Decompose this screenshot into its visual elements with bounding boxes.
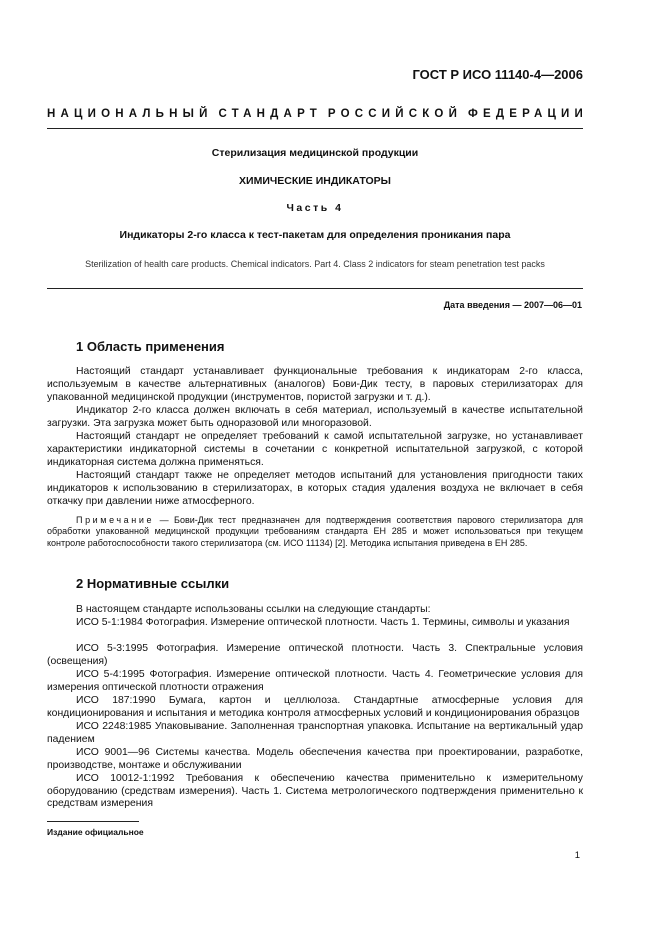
reference-item: ИСО 187:1990 Бумага, картон и целлюлоза. Стандартные атмосферные условия для кондиционирования и испытания и методика контроля атмосферных условий и кондиционирования образцов — [47, 695, 583, 719]
title-line-2: ХИМИЧЕСКИЕ ИНДИКАТОРЫ — [239, 175, 391, 187]
reference-item: ИСО 10012-1:1992 Требования к обеспечению качества применительно к измерительному оборудованию (средствам измерения). Часть 1. Система метрологического подтверждения применительно к средствам измерения — [47, 773, 583, 810]
title-line-1: Стерилизация медицинской продукции — [211, 147, 419, 159]
reference-item: ИСО 5-4:1995 Фотография. Измерение оптической плотности. Часть 4. Геометрические условия для измерения оптической плотности отражения — [47, 669, 583, 693]
english-title: Sterilization of health care products. Chemical indicators. Part 4. Class 2 indicators for steam penetration test packs — [85, 259, 545, 269]
document-number: ГОСТ Р ИСО 11140-4—2006 — [412, 67, 583, 82]
national-word: СТАНДАРТ — [218, 108, 323, 120]
edition-label: Издание официальное — [47, 827, 144, 837]
national-word: ФЕДЕРАЦИИ — [467, 108, 588, 120]
page-number: 1 — [574, 850, 580, 861]
reference-item: ИСО 9001—96 Системы качества. Модель обеспечения качества при проектировании, разработке, производстве, монтаже и обслуживании — [47, 747, 583, 771]
title-line-4: Индикаторы 2-го класса к тест-пакетам для определения проникания пара — [119, 229, 511, 241]
title-line-3: Часть 4 — [286, 202, 344, 214]
reference-item: ИСО 5-1:1984 Фотография. Измерение оптической плотности. Часть 1. Термины, символы и указания — [76, 617, 570, 628]
introduction-date: Дата введения — 2007—06—01 — [443, 300, 582, 310]
note-text: — Бови-Дик тест предназначен для подтверждения соответствия парового стерилизатора для обработки упакованной медицинской продукции требованиям стандарта ЕН 285 и может использоваться при текущем контроле работоспособности такого стерилизатора (см. ИСО 11134) [2]. Методика испытания приведена в ЕН 285. — [47, 515, 583, 548]
footer-divider — [47, 821, 139, 822]
section-1-paragraph: Настоящий стандарт устанавливает функциональные требования к индикаторам 2-го класса, используемым в качестве альтернативных (аналогов) Бови-Дик тесту, в паровых стерилизаторах для упакованной медицинской продукции (инструментов, пористой загрузки и т. д.). — [47, 366, 583, 403]
section-1-note — [47, 515, 583, 549]
section-1-paragraph: Настоящий стандарт также не определяет методов испытаний для установления пригодности таких индикаторов к использованию в стерилизаторах, в которых стадия удаления воздуха не включает в себя откачку при давлении ниже атмосферного. — [47, 470, 583, 507]
national-word: НАЦИОНАЛЬНЫЙ — [47, 108, 213, 120]
section-2-intro: В настоящем стандарте использованы ссылки на следующие стандарты: — [76, 604, 431, 615]
reference-item: ИСО 5-3:1995 Фотография. Измерение оптической плотности. Часть 3. Спектральные условия (освещения) — [47, 643, 583, 667]
section-1-title: 1 Область применения — [76, 339, 225, 354]
reference-item: ИСО 2248:1985 Упаковывание. Заполненная транспортная упаковка. Испытание на вертикальный удар падением — [47, 721, 583, 745]
header-divider — [47, 128, 583, 129]
section-1-paragraph: Настоящий стандарт не определяет требований к самой испытательной загрузке, но устанавливает характеристики индикаторной системы в сочетании с конкретной испытательной загрузкой, с которой индикаторная система должна применяться. — [47, 431, 583, 468]
national-word: РОССИЙСКОЙ — [327, 108, 463, 120]
title-divider — [47, 288, 583, 289]
section-1-paragraph: Индикатор 2-го класса должен включать в себя материал, используемый в качестве испытательной загрузки. Эта загрузка может быть одноразовой или многоразовой. — [47, 405, 583, 429]
section-2-title: 2 Нормативные ссылки — [76, 576, 230, 591]
note-label: Примечание — [76, 515, 155, 525]
national-standard-heading — [47, 108, 588, 120]
